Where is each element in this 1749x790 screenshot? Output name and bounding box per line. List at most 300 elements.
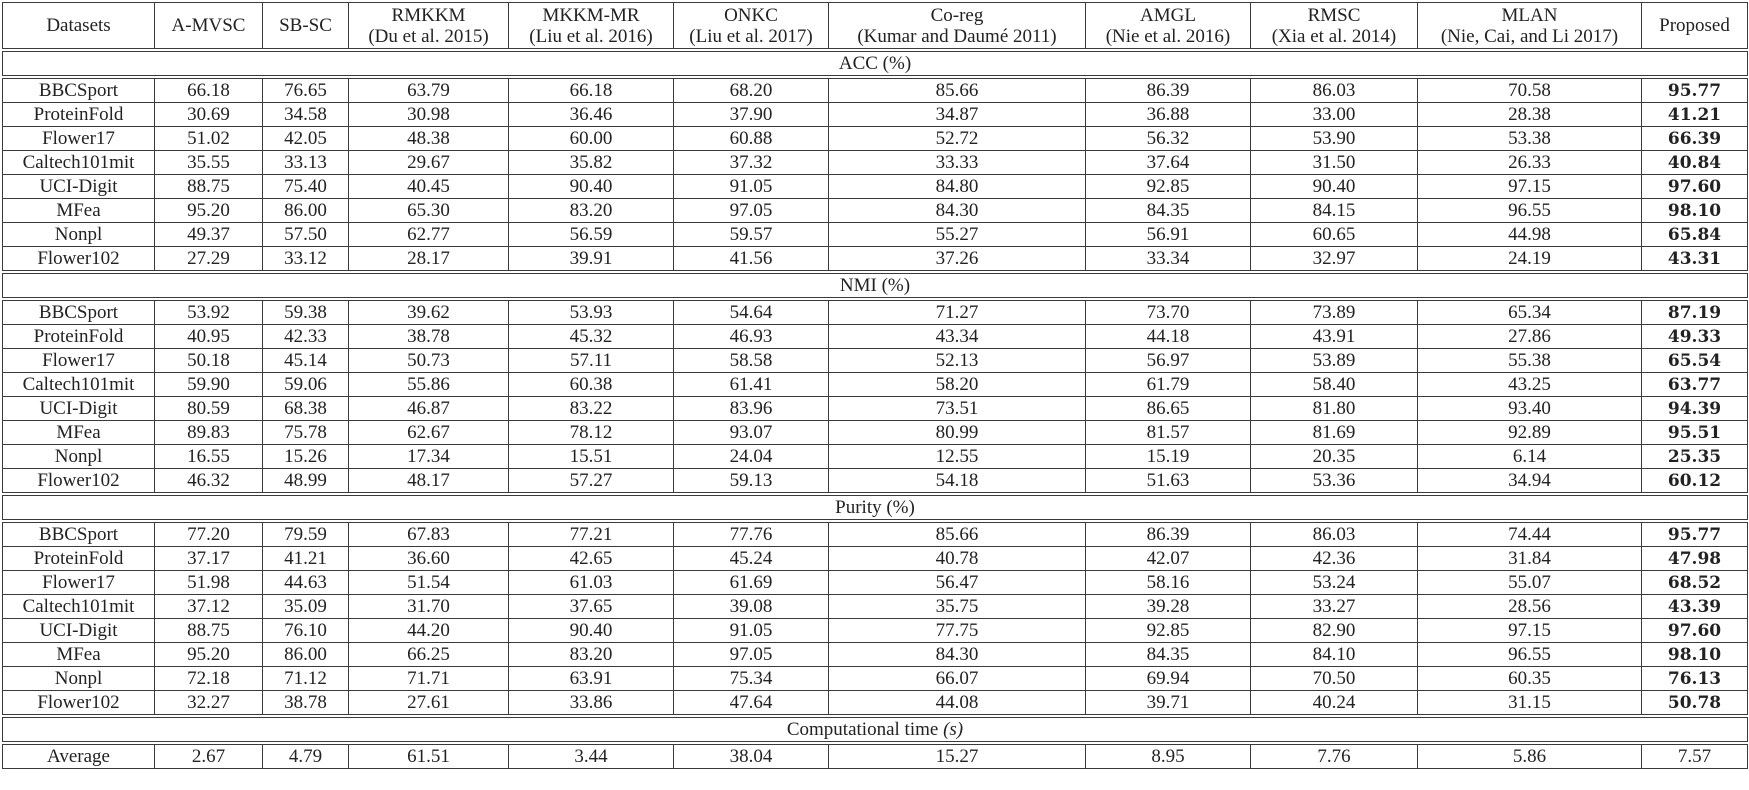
value-cell: 72.18 bbox=[155, 667, 263, 691]
value-cell: 50.18 bbox=[155, 349, 263, 373]
value-cell: 68.38 bbox=[263, 397, 349, 421]
value-cell: 33.33 bbox=[829, 151, 1086, 175]
value-cell: 83.22 bbox=[509, 397, 674, 421]
value-cell: 55.86 bbox=[349, 373, 509, 397]
value-cell: 60.35 bbox=[1418, 667, 1642, 691]
table-row bbox=[3, 619, 1748, 643]
value-cell: 86.03 bbox=[1251, 77, 1418, 103]
value-cell: 8.95 bbox=[1086, 743, 1251, 769]
value-cell: 47.98 bbox=[1642, 547, 1748, 571]
value-cell: 84.30 bbox=[829, 643, 1086, 667]
value-cell: 83.96 bbox=[674, 397, 829, 421]
value-cell: 86.00 bbox=[263, 199, 349, 223]
value-cell: 7.57 bbox=[1642, 743, 1748, 769]
dataset-name-cell: Nonpl bbox=[3, 667, 155, 691]
value-cell: 29.67 bbox=[349, 151, 509, 175]
value-cell: 15.51 bbox=[509, 445, 674, 469]
value-cell: 58.40 bbox=[1251, 373, 1418, 397]
value-cell: 27.61 bbox=[349, 691, 509, 717]
value-cell: 35.55 bbox=[155, 151, 263, 175]
value-cell: 35.75 bbox=[829, 595, 1086, 619]
value-cell: 43.25 bbox=[1418, 373, 1642, 397]
table-row bbox=[3, 667, 1748, 691]
value-cell: 2.67 bbox=[155, 743, 263, 769]
value-cell: 33.13 bbox=[263, 151, 349, 175]
value-cell: 28.38 bbox=[1418, 103, 1642, 127]
value-cell: 63.91 bbox=[509, 667, 674, 691]
value-cell: 97.15 bbox=[1418, 619, 1642, 643]
value-cell: 56.97 bbox=[1086, 349, 1251, 373]
value-cell: 60.88 bbox=[674, 127, 829, 151]
table-row bbox=[3, 299, 1748, 325]
value-cell: 53.24 bbox=[1251, 571, 1418, 595]
value-cell: 42.07 bbox=[1086, 547, 1251, 571]
value-cell: 20.35 bbox=[1251, 445, 1418, 469]
value-cell: 50.78 bbox=[1642, 691, 1748, 717]
value-cell: 57.50 bbox=[263, 223, 349, 247]
value-cell: 39.28 bbox=[1086, 595, 1251, 619]
value-cell: 81.57 bbox=[1086, 421, 1251, 445]
value-cell: 63.79 bbox=[349, 77, 509, 103]
value-cell: 35.82 bbox=[509, 151, 674, 175]
table-row bbox=[3, 547, 1748, 571]
value-cell: 37.65 bbox=[509, 595, 674, 619]
value-cell: 24.19 bbox=[1418, 247, 1642, 273]
value-cell: 62.67 bbox=[349, 421, 509, 445]
value-cell: 61.69 bbox=[674, 571, 829, 595]
value-cell: 52.13 bbox=[829, 349, 1086, 373]
section-title bbox=[3, 272, 1748, 299]
value-cell: 85.66 bbox=[829, 77, 1086, 103]
value-cell: 93.40 bbox=[1418, 397, 1642, 421]
value-cell: 63.77 bbox=[1642, 373, 1748, 397]
value-cell: 44.63 bbox=[263, 571, 349, 595]
value-cell: 65.54 bbox=[1642, 349, 1748, 373]
value-cell: 34.87 bbox=[829, 103, 1086, 127]
value-cell: 95.77 bbox=[1642, 77, 1748, 103]
table-row bbox=[3, 743, 1748, 769]
value-cell: 80.59 bbox=[155, 397, 263, 421]
value-cell: 31.70 bbox=[349, 595, 509, 619]
value-cell: 37.12 bbox=[155, 595, 263, 619]
value-cell: 65.30 bbox=[349, 199, 509, 223]
value-cell: 77.20 bbox=[155, 521, 263, 547]
value-cell: 48.99 bbox=[263, 469, 349, 495]
value-cell: 71.71 bbox=[349, 667, 509, 691]
value-cell: 79.59 bbox=[263, 521, 349, 547]
value-cell: 53.38 bbox=[1418, 127, 1642, 151]
value-cell: 37.32 bbox=[674, 151, 829, 175]
value-cell: 58.16 bbox=[1086, 571, 1251, 595]
value-cell: 45.24 bbox=[674, 547, 829, 571]
table-row bbox=[3, 325, 1748, 349]
value-cell: 77.76 bbox=[674, 521, 829, 547]
value-cell: 12.55 bbox=[829, 445, 1086, 469]
value-cell: 3.44 bbox=[509, 743, 674, 769]
value-cell: 55.07 bbox=[1418, 571, 1642, 595]
value-cell: 66.25 bbox=[349, 643, 509, 667]
value-cell: 87.19 bbox=[1642, 299, 1748, 325]
table-row bbox=[3, 397, 1748, 421]
value-cell: 56.91 bbox=[1086, 223, 1251, 247]
value-cell: 82.90 bbox=[1251, 619, 1418, 643]
section-title-text: ACC (%) bbox=[838, 52, 912, 74]
dataset-name-cell: UCI-Digit bbox=[3, 619, 155, 643]
dataset-name-cell: Caltech101mit bbox=[3, 595, 155, 619]
dataset-name-cell: Caltech101mit bbox=[3, 373, 155, 397]
dataset-name-cell: Nonpl bbox=[3, 223, 155, 247]
value-cell: 41.56 bbox=[674, 247, 829, 273]
value-cell: 43.34 bbox=[829, 325, 1086, 349]
value-cell: 48.38 bbox=[349, 127, 509, 151]
value-cell: 43.31 bbox=[1642, 247, 1748, 273]
table-row bbox=[3, 521, 1748, 547]
value-cell: 51.63 bbox=[1086, 469, 1251, 495]
value-cell: 37.17 bbox=[155, 547, 263, 571]
value-cell: 60.65 bbox=[1251, 223, 1418, 247]
value-cell: 61.79 bbox=[1086, 373, 1251, 397]
table-row bbox=[3, 77, 1748, 103]
value-cell: 65.34 bbox=[1418, 299, 1642, 325]
value-cell: 95.51 bbox=[1642, 421, 1748, 445]
value-cell: 30.69 bbox=[155, 103, 263, 127]
value-cell: 39.08 bbox=[674, 595, 829, 619]
value-cell: 90.40 bbox=[509, 175, 674, 199]
dataset-name-cell: BBCSport bbox=[3, 521, 155, 547]
value-cell: 83.20 bbox=[509, 643, 674, 667]
value-cell: 68.52 bbox=[1642, 571, 1748, 595]
value-cell: 40.45 bbox=[349, 175, 509, 199]
table-row bbox=[3, 469, 1748, 495]
value-cell: 41.21 bbox=[263, 547, 349, 571]
value-cell: 51.54 bbox=[349, 571, 509, 595]
header-a-mvsc: A-MVSC bbox=[155, 3, 263, 51]
dataset-name-cell: Flower17 bbox=[3, 571, 155, 595]
value-cell: 40.78 bbox=[829, 547, 1086, 571]
header-proposed: Proposed bbox=[1642, 3, 1748, 51]
value-cell: 47.64 bbox=[674, 691, 829, 717]
value-cell: 44.20 bbox=[349, 619, 509, 643]
value-cell: 88.75 bbox=[155, 175, 263, 199]
value-cell: 86.39 bbox=[1086, 521, 1251, 547]
value-cell: 60.12 bbox=[1642, 469, 1748, 495]
value-cell: 66.07 bbox=[829, 667, 1086, 691]
value-cell: 25.35 bbox=[1642, 445, 1748, 469]
value-cell: 60.38 bbox=[509, 373, 674, 397]
value-cell: 53.89 bbox=[1251, 349, 1418, 373]
value-cell: 56.59 bbox=[509, 223, 674, 247]
table-row bbox=[3, 127, 1748, 151]
value-cell: 28.56 bbox=[1418, 595, 1642, 619]
section-title bbox=[3, 716, 1748, 743]
value-cell: 75.78 bbox=[263, 421, 349, 445]
value-cell: 96.55 bbox=[1418, 643, 1642, 667]
value-cell: 84.30 bbox=[829, 199, 1086, 223]
value-cell: 40.95 bbox=[155, 325, 263, 349]
dataset-name-cell: Flower102 bbox=[3, 469, 155, 495]
value-cell: 98.10 bbox=[1642, 199, 1748, 223]
value-cell: 59.06 bbox=[263, 373, 349, 397]
value-cell: 33.86 bbox=[509, 691, 674, 717]
value-cell: 39.71 bbox=[1086, 691, 1251, 717]
header-mkkm-mr: MKKM-MR (Liu et al. 2016) bbox=[509, 3, 674, 51]
value-cell: 89.83 bbox=[155, 421, 263, 445]
header-datasets: Datasets bbox=[3, 3, 155, 51]
value-cell: 39.91 bbox=[509, 247, 674, 273]
value-cell: 32.97 bbox=[1251, 247, 1418, 273]
value-cell: 33.12 bbox=[263, 247, 349, 273]
value-cell: 54.64 bbox=[674, 299, 829, 325]
value-cell: 97.60 bbox=[1642, 619, 1748, 643]
value-cell: 35.09 bbox=[263, 595, 349, 619]
header-mlan: MLAN (Nie, Cai, and Li 2017) bbox=[1418, 3, 1642, 51]
value-cell: 68.20 bbox=[674, 77, 829, 103]
value-cell: 73.89 bbox=[1251, 299, 1418, 325]
value-cell: 97.05 bbox=[674, 643, 829, 667]
table-row bbox=[3, 595, 1748, 619]
dataset-name-cell: MFea bbox=[3, 643, 155, 667]
value-cell: 28.17 bbox=[349, 247, 509, 273]
header-rmsc: RMSC (Xia et al. 2014) bbox=[1251, 3, 1418, 51]
value-cell: 78.12 bbox=[509, 421, 674, 445]
table-row bbox=[3, 223, 1748, 247]
value-cell: 91.05 bbox=[674, 175, 829, 199]
value-cell: 95.20 bbox=[155, 199, 263, 223]
value-cell: 49.33 bbox=[1642, 325, 1748, 349]
value-cell: 95.77 bbox=[1642, 521, 1748, 547]
value-cell: 5.86 bbox=[1418, 743, 1642, 769]
value-cell: 58.20 bbox=[829, 373, 1086, 397]
table-row bbox=[3, 643, 1748, 667]
value-cell: 91.05 bbox=[674, 619, 829, 643]
dataset-name-cell: BBCSport bbox=[3, 299, 155, 325]
value-cell: 81.80 bbox=[1251, 397, 1418, 421]
value-cell: 53.36 bbox=[1251, 469, 1418, 495]
value-cell: 26.33 bbox=[1418, 151, 1642, 175]
value-cell: 44.98 bbox=[1418, 223, 1642, 247]
table-row bbox=[3, 571, 1748, 595]
value-cell: 48.17 bbox=[349, 469, 509, 495]
dataset-name-cell: Flower102 bbox=[3, 247, 155, 273]
section-title-unit: (s) bbox=[943, 718, 964, 740]
value-cell: 31.84 bbox=[1418, 547, 1642, 571]
value-cell: 95.20 bbox=[155, 643, 263, 667]
table-row bbox=[3, 103, 1748, 127]
table-row bbox=[3, 199, 1748, 223]
section-title bbox=[3, 50, 1748, 77]
value-cell: 84.10 bbox=[1251, 643, 1418, 667]
value-cell: 97.15 bbox=[1418, 175, 1642, 199]
header-row bbox=[3, 3, 1748, 51]
value-cell: 86.65 bbox=[1086, 397, 1251, 421]
dataset-name-cell: ProteinFold bbox=[3, 103, 155, 127]
value-cell: 88.75 bbox=[155, 619, 263, 643]
value-cell: 27.86 bbox=[1418, 325, 1642, 349]
value-cell: 59.38 bbox=[263, 299, 349, 325]
value-cell: 38.78 bbox=[349, 325, 509, 349]
value-cell: 38.78 bbox=[263, 691, 349, 717]
section-title bbox=[3, 494, 1748, 521]
value-cell: 70.50 bbox=[1251, 667, 1418, 691]
value-cell: 42.05 bbox=[263, 127, 349, 151]
value-cell: 6.14 bbox=[1418, 445, 1642, 469]
value-cell: 57.27 bbox=[509, 469, 674, 495]
value-cell: 37.26 bbox=[829, 247, 1086, 273]
value-cell: 84.35 bbox=[1086, 199, 1251, 223]
value-cell: 86.03 bbox=[1251, 521, 1418, 547]
value-cell: 24.04 bbox=[674, 445, 829, 469]
value-cell: 77.75 bbox=[829, 619, 1086, 643]
value-cell: 33.27 bbox=[1251, 595, 1418, 619]
results-table bbox=[2, 2, 1748, 769]
value-cell: 86.39 bbox=[1086, 77, 1251, 103]
dataset-name-cell: UCI-Digit bbox=[3, 175, 155, 199]
value-cell: 33.00 bbox=[1251, 103, 1418, 127]
value-cell: 97.05 bbox=[674, 199, 829, 223]
value-cell: 67.83 bbox=[349, 521, 509, 547]
table-body bbox=[3, 50, 1748, 769]
value-cell: 38.04 bbox=[674, 743, 829, 769]
value-cell: 39.62 bbox=[349, 299, 509, 325]
value-cell: 36.88 bbox=[1086, 103, 1251, 127]
value-cell: 66.39 bbox=[1642, 127, 1748, 151]
dataset-name-cell: UCI-Digit bbox=[3, 397, 155, 421]
value-cell: 61.51 bbox=[349, 743, 509, 769]
value-cell: 51.98 bbox=[155, 571, 263, 595]
value-cell: 44.08 bbox=[829, 691, 1086, 717]
table-row bbox=[3, 445, 1748, 469]
value-cell: 92.85 bbox=[1086, 175, 1251, 199]
value-cell: 45.32 bbox=[509, 325, 674, 349]
value-cell: 15.26 bbox=[263, 445, 349, 469]
dataset-name-cell: Flower17 bbox=[3, 127, 155, 151]
dataset-name-cell: Nonpl bbox=[3, 445, 155, 469]
value-cell: 61.03 bbox=[509, 571, 674, 595]
value-cell: 84.35 bbox=[1086, 643, 1251, 667]
header-onkc: ONKC (Liu et al. 2017) bbox=[674, 3, 829, 51]
value-cell: 33.34 bbox=[1086, 247, 1251, 273]
value-cell: 59.57 bbox=[674, 223, 829, 247]
dataset-name-cell: BBCSport bbox=[3, 77, 155, 103]
table-row bbox=[3, 175, 1748, 199]
value-cell: 36.46 bbox=[509, 103, 674, 127]
dataset-name-cell: Average bbox=[3, 743, 155, 769]
value-cell: 66.18 bbox=[155, 77, 263, 103]
value-cell: 34.94 bbox=[1418, 469, 1642, 495]
section-title-text: Computational time bbox=[786, 718, 939, 740]
value-cell: 51.02 bbox=[155, 127, 263, 151]
value-cell: 31.15 bbox=[1418, 691, 1642, 717]
value-cell: 43.39 bbox=[1642, 595, 1748, 619]
value-cell: 96.55 bbox=[1418, 199, 1642, 223]
section-header-row bbox=[3, 272, 1748, 299]
value-cell: 59.13 bbox=[674, 469, 829, 495]
value-cell: 76.13 bbox=[1642, 667, 1748, 691]
value-cell: 62.77 bbox=[349, 223, 509, 247]
value-cell: 56.32 bbox=[1086, 127, 1251, 151]
results-table-container bbox=[2, 2, 1747, 769]
value-cell: 58.58 bbox=[674, 349, 829, 373]
value-cell: 56.47 bbox=[829, 571, 1086, 595]
value-cell: 98.10 bbox=[1642, 643, 1748, 667]
value-cell: 92.85 bbox=[1086, 619, 1251, 643]
value-cell: 52.72 bbox=[829, 127, 1086, 151]
table-row bbox=[3, 349, 1748, 373]
header-co-reg: Co-reg (Kumar and Daumé 2011) bbox=[829, 3, 1086, 51]
value-cell: 31.50 bbox=[1251, 151, 1418, 175]
value-cell: 86.00 bbox=[263, 643, 349, 667]
section-title-text: Purity (%) bbox=[835, 496, 915, 518]
table-row bbox=[3, 151, 1748, 175]
table-row bbox=[3, 373, 1748, 397]
value-cell: 44.18 bbox=[1086, 325, 1251, 349]
value-cell: 37.90 bbox=[674, 103, 829, 127]
table-row bbox=[3, 421, 1748, 445]
value-cell: 85.66 bbox=[829, 521, 1086, 547]
value-cell: 60.00 bbox=[509, 127, 674, 151]
value-cell: 53.93 bbox=[509, 299, 674, 325]
value-cell: 4.79 bbox=[263, 743, 349, 769]
value-cell: 40.24 bbox=[1251, 691, 1418, 717]
value-cell: 71.27 bbox=[829, 299, 1086, 325]
value-cell: 97.60 bbox=[1642, 175, 1748, 199]
dataset-name-cell: ProteinFold bbox=[3, 547, 155, 571]
value-cell: 73.51 bbox=[829, 397, 1086, 421]
value-cell: 49.37 bbox=[155, 223, 263, 247]
value-cell: 42.33 bbox=[263, 325, 349, 349]
value-cell: 73.70 bbox=[1086, 299, 1251, 325]
table-row bbox=[3, 247, 1748, 273]
header-sb-sc: SB-SC bbox=[263, 3, 349, 51]
value-cell: 71.12 bbox=[263, 667, 349, 691]
value-cell: 65.84 bbox=[1642, 223, 1748, 247]
value-cell: 94.39 bbox=[1642, 397, 1748, 421]
value-cell: 46.87 bbox=[349, 397, 509, 421]
dataset-name-cell: Caltech101mit bbox=[3, 151, 155, 175]
section-title-text: NMI (%) bbox=[839, 274, 911, 296]
header-amgl: AMGL (Nie et al. 2016) bbox=[1086, 3, 1251, 51]
value-cell: 46.32 bbox=[155, 469, 263, 495]
dataset-name-cell: ProteinFold bbox=[3, 325, 155, 349]
dataset-name-cell: MFea bbox=[3, 199, 155, 223]
value-cell: 75.34 bbox=[674, 667, 829, 691]
value-cell: 34.58 bbox=[263, 103, 349, 127]
value-cell: 17.34 bbox=[349, 445, 509, 469]
value-cell: 16.55 bbox=[155, 445, 263, 469]
value-cell: 80.99 bbox=[829, 421, 1086, 445]
value-cell: 81.69 bbox=[1251, 421, 1418, 445]
value-cell: 30.98 bbox=[349, 103, 509, 127]
table-row bbox=[3, 691, 1748, 717]
value-cell: 55.38 bbox=[1418, 349, 1642, 373]
value-cell: 59.90 bbox=[155, 373, 263, 397]
value-cell: 50.73 bbox=[349, 349, 509, 373]
dataset-name-cell: MFea bbox=[3, 421, 155, 445]
value-cell: 92.89 bbox=[1418, 421, 1642, 445]
value-cell: 54.18 bbox=[829, 469, 1086, 495]
value-cell: 32.27 bbox=[155, 691, 263, 717]
value-cell: 70.58 bbox=[1418, 77, 1642, 103]
value-cell: 90.40 bbox=[1251, 175, 1418, 199]
dataset-name-cell: Flower17 bbox=[3, 349, 155, 373]
value-cell: 15.19 bbox=[1086, 445, 1251, 469]
value-cell: 77.21 bbox=[509, 521, 674, 547]
value-cell: 15.27 bbox=[829, 743, 1086, 769]
value-cell: 69.94 bbox=[1086, 667, 1251, 691]
value-cell: 76.65 bbox=[263, 77, 349, 103]
value-cell: 36.60 bbox=[349, 547, 509, 571]
value-cell: 53.92 bbox=[155, 299, 263, 325]
